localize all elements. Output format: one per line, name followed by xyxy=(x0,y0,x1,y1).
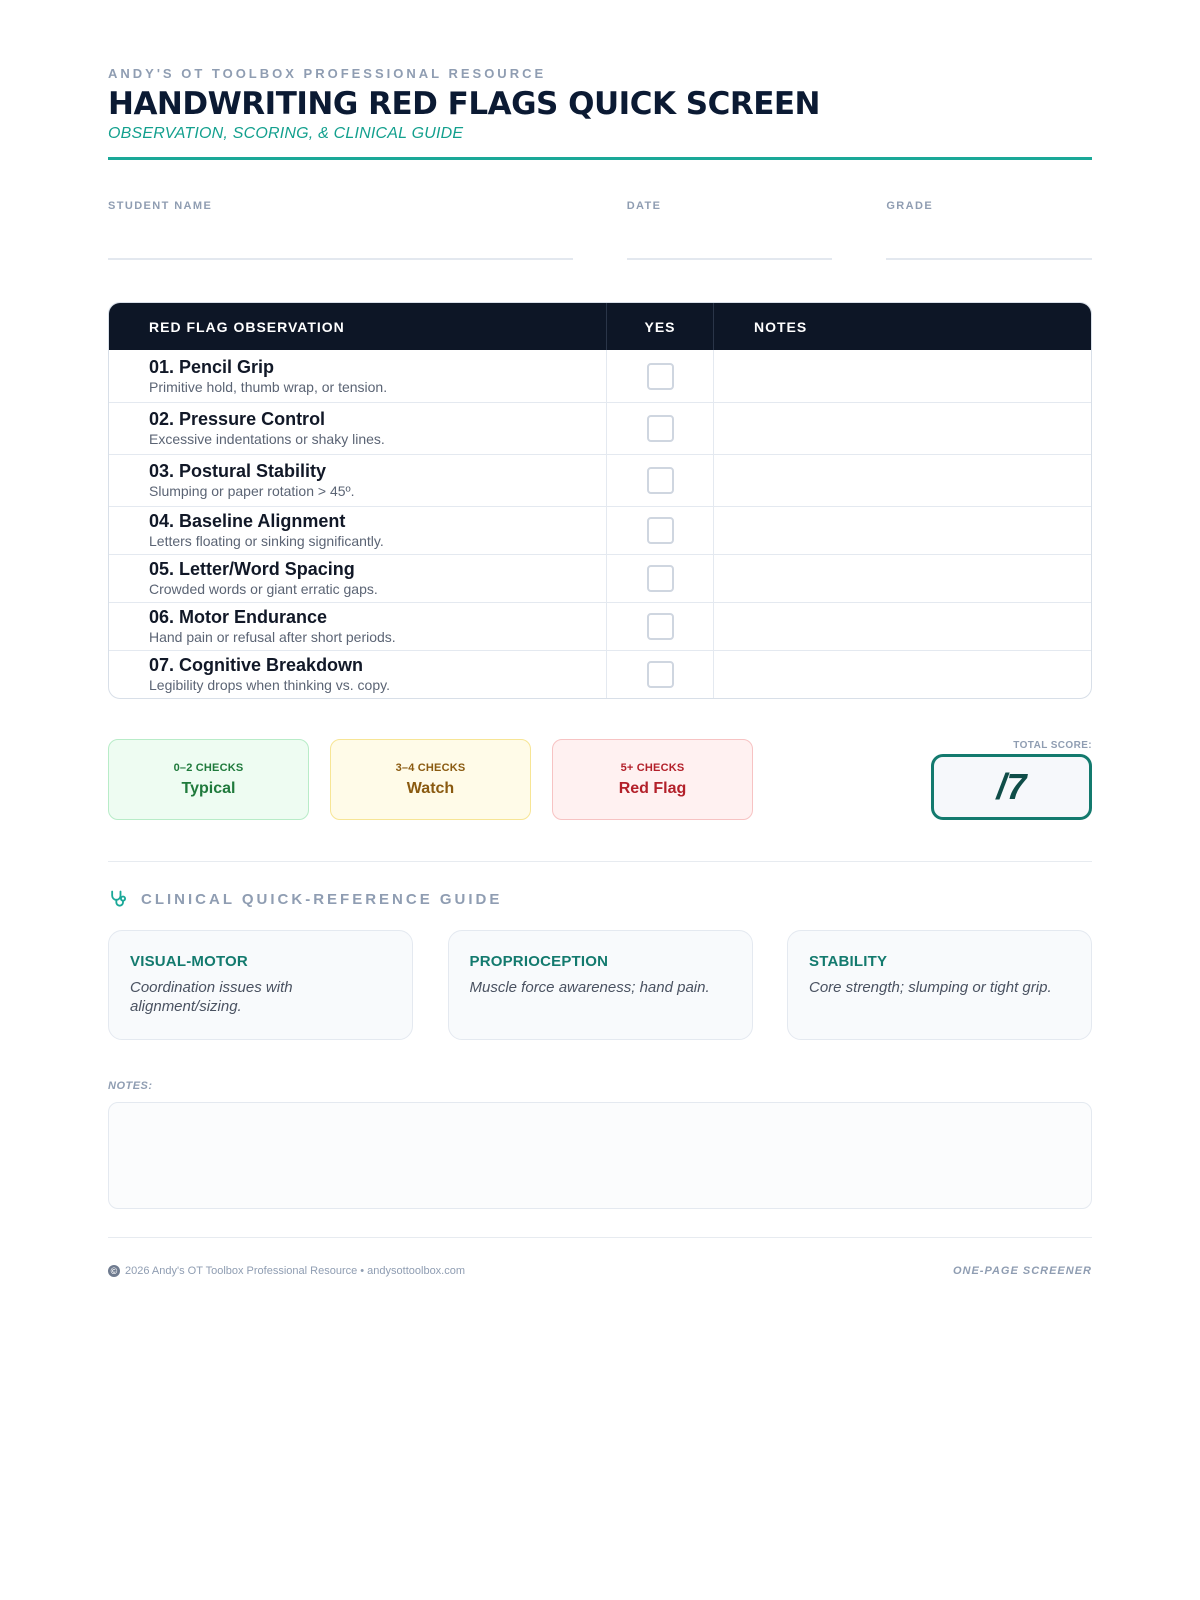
tier-label: Watch xyxy=(406,779,455,797)
total-score-input[interactable]: /7 xyxy=(931,754,1092,820)
observation-title: 07. Cognitive Breakdown xyxy=(149,655,364,675)
footer-copyright-text: 2026 Andy's OT Toolbox Professional Resource • andysottoolbox.com xyxy=(125,1265,466,1277)
reference-card-title: STABILITY xyxy=(809,953,888,970)
header-observation: RED FLAG OBSERVATION xyxy=(109,303,607,350)
header-divider xyxy=(108,157,1092,160)
yes-checkbox[interactable] xyxy=(647,565,674,592)
observation-title: 01. Pencil Grip xyxy=(149,356,275,377)
notes-cell[interactable] xyxy=(714,555,1091,602)
student-name-label: STUDENT NAME xyxy=(108,200,213,212)
observation-description: Hand pain or refusal after short periods. xyxy=(149,629,396,645)
grade-field xyxy=(886,200,1092,260)
stethoscope-icon xyxy=(108,889,128,909)
header-notes: NOTES xyxy=(754,318,808,335)
student-name-field xyxy=(108,200,573,260)
date-label: DATE xyxy=(626,200,662,212)
observation-cell xyxy=(109,651,607,698)
notes-label: NOTES: xyxy=(108,1080,153,1092)
footer-tag: ONE-PAGE SCREENER xyxy=(952,1265,1092,1277)
reference-card-stability xyxy=(787,930,1092,1040)
notes-cell[interactable] xyxy=(714,455,1091,506)
total-score-label: TOTAL SCORE: xyxy=(1013,740,1092,751)
yes-checkbox[interactable] xyxy=(647,613,674,640)
section-divider xyxy=(108,861,1092,862)
page-footer xyxy=(108,1265,1092,1277)
notes-cell[interactable] xyxy=(714,403,1091,454)
header-kicker: ANDY'S OT TOOLBOX PROFESSIONAL RESOURCE xyxy=(108,66,547,81)
copyright-icon: © xyxy=(108,1265,120,1277)
table-row xyxy=(109,454,1091,506)
yes-cell xyxy=(607,455,714,506)
notes-cell[interactable] xyxy=(714,507,1091,554)
observation-cell xyxy=(109,403,607,454)
observation-cell xyxy=(109,507,607,554)
yes-cell xyxy=(607,507,714,554)
reference-card-title: VISUAL-MOTOR xyxy=(130,953,248,970)
tier-red-flag xyxy=(552,739,753,820)
yes-cell xyxy=(607,651,714,698)
tier-watch xyxy=(330,739,531,820)
yes-cell xyxy=(607,603,714,650)
yes-checkbox[interactable] xyxy=(647,363,674,390)
notes-textarea[interactable] xyxy=(108,1102,1092,1209)
notes-cell[interactable] xyxy=(714,603,1091,650)
observation-cell xyxy=(109,603,607,650)
yes-checkbox[interactable] xyxy=(647,517,674,544)
reference-card-title: PROPRIOCEPTION xyxy=(469,953,609,970)
date-field xyxy=(627,200,833,260)
reference-card-text: Coordination issues with alignment/sizing. xyxy=(130,979,293,1015)
grade-input[interactable] xyxy=(886,238,1092,260)
reference-card-visual-motor xyxy=(108,930,413,1040)
student-name-input[interactable] xyxy=(108,238,573,260)
observation-cell xyxy=(109,350,607,402)
red-flag-table xyxy=(108,302,1092,699)
observation-description: Excessive indentations or shaky lines. xyxy=(149,431,385,447)
observation-title: 02. Pressure Control xyxy=(149,409,326,429)
yes-cell xyxy=(607,403,714,454)
page-header xyxy=(108,66,1092,160)
yes-cell xyxy=(607,555,714,602)
table-row xyxy=(109,506,1091,554)
table-body xyxy=(109,350,1091,698)
reference-heading xyxy=(108,889,1092,909)
yes-cell xyxy=(607,350,714,402)
notes-cell[interactable] xyxy=(714,651,1091,698)
tier-label: Red Flag xyxy=(618,779,687,797)
reference-card-text: Muscle force awareness; hand pain. xyxy=(469,979,710,996)
yes-checkbox[interactable] xyxy=(647,661,674,688)
total-score xyxy=(931,740,1092,820)
scoring-section xyxy=(108,739,1092,820)
observation-title: 05. Letter/Word Spacing xyxy=(149,559,355,579)
observation-description: Slumping or paper rotation > 45º. xyxy=(149,483,355,499)
tier-typical xyxy=(108,739,309,820)
tier-range: 5+ CHECKS xyxy=(620,761,685,774)
tier-range: 3–4 CHECKS xyxy=(395,761,466,774)
table-row xyxy=(109,350,1091,402)
page-title: HANDWRITING RED FLAGS QUICK SCREEN xyxy=(108,86,820,122)
observation-title: 03. Postural Stability xyxy=(149,461,327,481)
grade-label: GRADE xyxy=(886,200,934,212)
observation-description: Crowded words or giant erratic gaps. xyxy=(149,581,378,597)
observation-description: Primitive hold, thumb wrap, or tension. xyxy=(149,378,388,395)
table-row xyxy=(109,402,1091,454)
notes-cell[interactable] xyxy=(714,350,1091,402)
header-yes: YES xyxy=(607,303,714,350)
observation-title: 06. Motor Endurance xyxy=(149,607,328,627)
observation-description: Legibility drops when thinking vs. copy. xyxy=(149,677,390,693)
table-row xyxy=(109,554,1091,602)
student-info-fields xyxy=(108,200,1092,260)
reference-cards xyxy=(108,930,1092,1040)
table-row xyxy=(109,650,1091,698)
date-input[interactable] xyxy=(627,238,833,260)
observation-cell xyxy=(109,455,607,506)
reference-card-text: Core strength; slumping or tight grip. xyxy=(809,979,1052,996)
tier-range: 0–2 CHECKS xyxy=(173,761,244,774)
table-row xyxy=(109,602,1091,650)
table-header xyxy=(109,303,1091,350)
footer-divider xyxy=(108,1237,1092,1238)
footer-copyright xyxy=(108,1265,465,1277)
reference-card-proprioception xyxy=(448,930,753,1040)
page-subtitle: OBSERVATION, SCORING, & CLINICAL GUIDE xyxy=(108,125,464,142)
yes-checkbox[interactable] xyxy=(647,415,674,442)
yes-checkbox[interactable] xyxy=(647,467,674,494)
observation-description: Letters floating or sinking significantly. xyxy=(149,533,384,549)
reference-title: CLINICAL QUICK-REFERENCE GUIDE xyxy=(141,890,503,908)
observation-cell xyxy=(109,555,607,602)
tier-label: Typical xyxy=(181,779,236,797)
observation-title: 04. Baseline Alignment xyxy=(149,511,346,531)
